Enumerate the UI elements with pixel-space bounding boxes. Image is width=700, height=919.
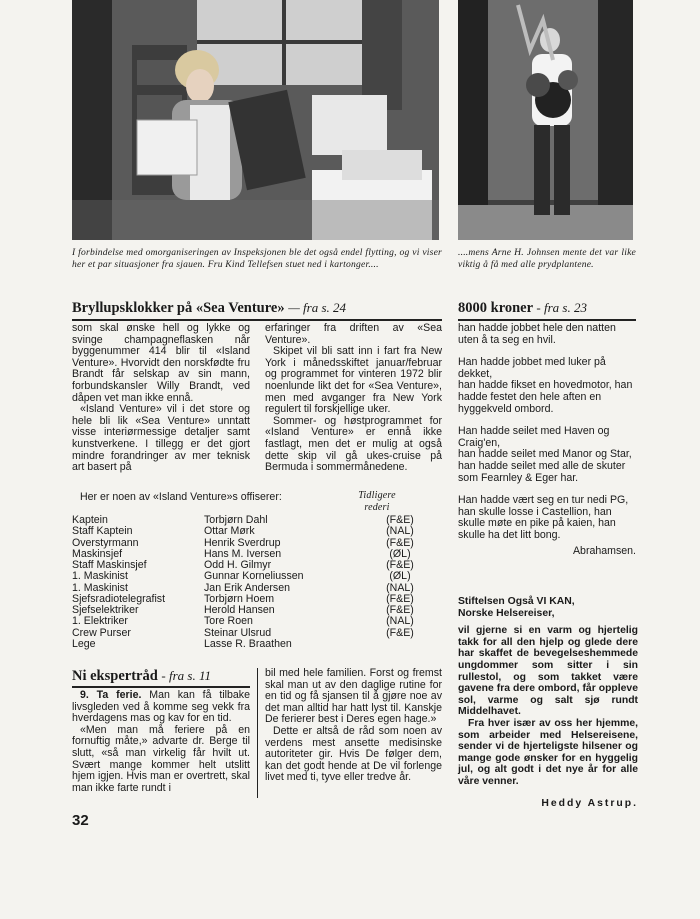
- article3-ref: - fra s. 11: [161, 668, 212, 683]
- article3-col1: [72, 690, 250, 794]
- article1-ref: — fra s. 24: [288, 300, 347, 315]
- article3-headline: [72, 668, 211, 685]
- officer-roster: [72, 515, 442, 650]
- poem-author: Abrahamsen.: [572, 544, 636, 557]
- roster-header: Tidligere rederi: [358, 490, 396, 513]
- article3-col2: [265, 668, 442, 784]
- article1-col2-para: Skipet vil bli satt inn i fart fra New York i månedsskiftet januar/februar og programmet for vinteren 1972 blir noenlunde likt det for «Sea Venture», men med avganger fra New York regulert til forskjellige uker.: [265, 345, 442, 416]
- article1-col2: [265, 323, 442, 474]
- article1-col2-para: erfaringer fra driften av «Sea Venture».: [265, 322, 442, 346]
- article3-col1-para: «Men man må feriere på en fornuftig måte,» advarte dr. Berge til slutt, «så man virkelig får hvilt ut. Svært mange kommer helt utslitt hjem igjen. Hvis man er overtrett, skal man ikke farte rundt i: [72, 723, 250, 794]
- roster-title: Overstyrmann: [72, 536, 139, 549]
- photo-office-packing-image: [72, 0, 439, 240]
- roster-prev: (NAL): [386, 525, 414, 538]
- letter-signature: Heddy Astrup.: [541, 797, 638, 809]
- article1-col1-para: som skal ønske hell og lykke og svinge champagneflasken når byggenummer 414 blir til «Island Venture». Hvorvidt den norskfødte fru Brandt får selskap av sin mann, forbundskansler Willy Brandt, ved dåpen vet man ikke ennå.: [72, 322, 250, 404]
- roster-name: Torbjørn Dahl: [204, 514, 268, 526]
- article3-divider: [257, 668, 258, 798]
- roster-name: Torbjørn Hoem: [204, 592, 275, 605]
- roster-row: [72, 639, 442, 650]
- roster-title: 1. Elektriker: [72, 615, 128, 628]
- roster-title: Sjefsradiotelegrafist: [72, 592, 166, 605]
- article2-poem: [458, 323, 636, 557]
- article3-col1-para: [72, 690, 250, 725]
- roster-name: Jan Erik Andersen: [204, 581, 290, 594]
- letter-sender: Norske Helsereiser,: [458, 607, 555, 619]
- poem-stanza: han hadde jobbet hele den natten uten å ta seg en hvil.: [458, 322, 616, 346]
- roster-name: Gunnar Korneliussen: [204, 570, 304, 583]
- roster-title: Crew Purser: [72, 626, 131, 639]
- article1-title: Bryllupsklokker på «Sea Venture»: [72, 300, 285, 316]
- article3-title: Ni ekspertråd: [72, 668, 158, 684]
- photo-man-with-plants: [458, 0, 633, 240]
- article1-col2-para: Sommer- og høstprogrammet for «Island Venture» er ennå ikke fastlagt, men det er mulig at også dette skip vil gå ukes-cruise på Bermuda i sommermånedene.: [265, 414, 442, 474]
- roster-title: Staff Maskinsjef: [72, 559, 147, 571]
- letter-paragraph: Fra hver især av oss her hjemme, som arbeider med Helsereisene, sender vi de hjerteligste hilsener og mange gode ønsker for en hyggelig jul, og alt godt i det nye år for alle våre venner.: [458, 717, 638, 787]
- right-photo-caption: ....mens Arne H. Johnsen mente det var like viktig å få med alle prydplantene.: [458, 247, 636, 270]
- roster-prev: (NAL): [386, 615, 414, 628]
- roster-prev: (F&E): [386, 536, 414, 549]
- photo-office-packing: [72, 0, 439, 240]
- photo-man-with-plants-image: [458, 0, 633, 240]
- roster-prev: (F&E): [386, 604, 414, 616]
- roster-prev: (F&E): [386, 626, 414, 639]
- roster-name: Herold Hansen: [204, 604, 275, 616]
- article1-col1: [72, 323, 250, 474]
- article3-lead: 9. Ta ferie.: [80, 689, 142, 701]
- poem-line: han hadde seilet med Manor og Star,: [458, 448, 632, 461]
- article2-rule: [458, 319, 636, 321]
- thank-you-letter: [458, 596, 638, 809]
- roster-row: [72, 526, 442, 537]
- article3-rule: [72, 686, 250, 688]
- article1-headline: [72, 300, 346, 317]
- roster-prev: (ØL): [389, 570, 411, 583]
- roster-name: Henrik Sverdrup: [204, 536, 281, 549]
- roster-title: Sjefselektriker: [72, 604, 139, 616]
- article2-headline: [458, 300, 587, 317]
- roster-name: Steinar Ulsrud: [204, 626, 272, 639]
- roster-prev: [374, 639, 426, 650]
- roster-title: 1. Maskinist: [72, 570, 128, 583]
- poem-line: Han hadde jobbet med luker på dekket,: [458, 356, 606, 380]
- article1-col1-para: «Island Venture» vil i det store og hele bli lik «Sea Venture» unntatt visse interiørmessige detaljer samt kunstverkene. I tillegg er det gjort mindre forandringer av mer teknisk art basert på: [72, 403, 250, 474]
- article2-title: 8000 kroner: [458, 300, 533, 316]
- roster-name: Odd H. Gilmyr: [204, 559, 272, 571]
- left-photo-caption: I forbindelse med omorganiseringen av Inspeksjonen ble det også endel flytting, og vi viser her et par situasjoner fra sjauen. Fru Kind Tellefsen stuet ned i kartonger....: [72, 247, 442, 270]
- article3-col2-para: Dette er altså de råd som noen av verdens mest ansette medisinske autoriteter gir. Hvis De følger dem, kan det godt hende at De vil forlenge livet med ti, tyve eller tredve år.: [265, 724, 442, 784]
- roster-prev: (NAL): [386, 581, 414, 594]
- roster-name: Tore Roen: [204, 615, 253, 628]
- poem-stanza: Han hadde vært seg en tur nedi PG, han skulle losse i Castellion, han skulle møte en pike på kaien, han skulle ha det litt bong.: [458, 494, 629, 541]
- roster-title: 1. Maskinist: [72, 581, 128, 594]
- letter-paragraph: vil gjerne si en varm og hjertelig takk for all den hjelp og glede dere har skaffet de bevegelseshemmede ungdommer som sitter i sin rullestol, og som takket være gavene fra dere ombord, får oppleve sol, varme og salt sjø rundt Middelhavet.: [458, 625, 638, 718]
- roster-name: Lasse R. Braathen: [204, 637, 292, 650]
- roster-row: [72, 571, 442, 582]
- roster-prev: (F&E): [386, 514, 414, 526]
- page-number: 32: [72, 812, 89, 829]
- roster-prev: (F&E): [386, 559, 414, 571]
- poem-line: Han hadde seilet med Haven og Craig'en,: [458, 425, 610, 449]
- roster-row: [72, 616, 442, 627]
- poem-line: han hadde fikset en hovedmotor, han hadde festet den hele aften en hyggekveld ombord.: [458, 379, 633, 415]
- roster-prev: (F&E): [386, 592, 414, 605]
- roster-title: Staff Kaptein: [72, 525, 133, 538]
- article3-text: Man kan få tilbake livsgleden ved å komme seg vekk fra hverdagens mas og kav for en tid.: [72, 689, 250, 725]
- roster-title: Kaptein: [72, 514, 108, 526]
- roster-title: Maskinsjef: [72, 547, 123, 560]
- article2-ref: - fra s. 23: [536, 300, 587, 315]
- roster-title: Lege: [72, 637, 96, 650]
- roster-name: Ottar Mørk: [204, 525, 255, 538]
- article1-rule: [72, 319, 442, 321]
- letter-sender: Stiftelsen Også VI KAN,: [458, 596, 575, 607]
- poem-line: han hadde seilet med alle de skuter som Fearnley & Eger har.: [458, 459, 626, 484]
- roster-prev: (ØL): [389, 547, 411, 560]
- article3-col2-para: bil med hele familien. Forst og fremst skal man ut av den daglige rutine for en tid og få sjansen til å gjøre noe av det man alltid har hatt lyst til. Kanskje De ferierer best i Deres egen hage.»: [265, 667, 442, 726]
- roster-intro: Her er noen av «Island Venture»s offiserer:: [80, 491, 282, 503]
- roster-name: Hans M. Iversen: [204, 547, 282, 560]
